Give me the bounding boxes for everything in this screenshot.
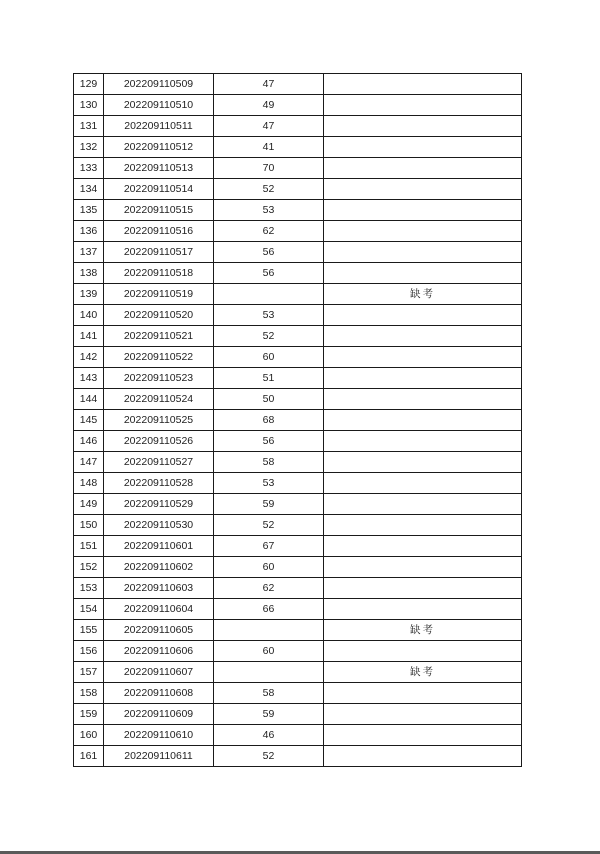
note-cell xyxy=(324,452,522,473)
exam-id-cell: 202209110606 xyxy=(104,641,214,662)
table-row xyxy=(74,620,522,641)
exam-id-cell: 202209110605 xyxy=(104,620,214,641)
score-cell: 62 xyxy=(214,221,324,242)
score-cell: 52 xyxy=(214,746,324,767)
exam-id-cell: 202209110514 xyxy=(104,179,214,200)
score-cell: 60 xyxy=(214,557,324,578)
note-cell xyxy=(324,179,522,200)
table-row xyxy=(74,557,522,578)
exam-id-cell: 202209110527 xyxy=(104,452,214,473)
exam-id-cell: 202209110520 xyxy=(104,305,214,326)
note-cell xyxy=(324,200,522,221)
note-cell xyxy=(324,137,522,158)
exam-id-cell: 202209110525 xyxy=(104,410,214,431)
table-row xyxy=(74,284,522,305)
score-cell: 46 xyxy=(214,725,324,746)
score-cell: 47 xyxy=(214,116,324,137)
table-row xyxy=(74,389,522,410)
row-number-cell: 144 xyxy=(74,389,104,410)
exam-id-cell: 202209110601 xyxy=(104,536,214,557)
score-cell: 66 xyxy=(214,599,324,620)
score-cell xyxy=(214,284,324,305)
note-cell xyxy=(324,578,522,599)
score-cell: 60 xyxy=(214,641,324,662)
note-cell xyxy=(324,683,522,704)
score-cell: 52 xyxy=(214,515,324,536)
row-number-cell: 137 xyxy=(74,242,104,263)
score-cell: 53 xyxy=(214,473,324,494)
score-cell: 58 xyxy=(214,452,324,473)
note-cell xyxy=(324,431,522,452)
row-number-cell: 138 xyxy=(74,263,104,284)
exam-id-cell: 202209110526 xyxy=(104,431,214,452)
note-cell: 缺考 xyxy=(324,620,522,641)
score-cell: 56 xyxy=(214,263,324,284)
exam-id-cell: 202209110515 xyxy=(104,200,214,221)
exam-id-cell: 202209110510 xyxy=(104,95,214,116)
table-row xyxy=(74,74,522,95)
exam-id-cell: 202209110516 xyxy=(104,221,214,242)
exam-id-cell: 202209110513 xyxy=(104,158,214,179)
score-cell: 68 xyxy=(214,410,324,431)
row-number-cell: 158 xyxy=(74,683,104,704)
score-cell: 50 xyxy=(214,389,324,410)
row-number-cell: 142 xyxy=(74,347,104,368)
note-cell xyxy=(324,368,522,389)
exam-id-cell: 202209110511 xyxy=(104,116,214,137)
table-row xyxy=(74,242,522,263)
exam-id-cell: 202209110611 xyxy=(104,746,214,767)
row-number-cell: 149 xyxy=(74,494,104,515)
score-cell: 52 xyxy=(214,326,324,347)
row-number-cell: 133 xyxy=(74,158,104,179)
row-number-cell: 129 xyxy=(74,74,104,95)
note-cell xyxy=(324,746,522,767)
exam-id-cell: 202209110518 xyxy=(104,263,214,284)
row-number-cell: 134 xyxy=(74,179,104,200)
row-number-cell: 131 xyxy=(74,116,104,137)
row-number-cell: 161 xyxy=(74,746,104,767)
row-number-cell: 160 xyxy=(74,725,104,746)
table-body xyxy=(74,74,522,767)
table-row xyxy=(74,473,522,494)
note-cell xyxy=(324,725,522,746)
table-row xyxy=(74,725,522,746)
note-cell xyxy=(324,536,522,557)
note-cell xyxy=(324,116,522,137)
table-row xyxy=(74,683,522,704)
note-cell xyxy=(324,599,522,620)
note-cell xyxy=(324,641,522,662)
exam-id-cell: 202209110517 xyxy=(104,242,214,263)
note-cell xyxy=(324,95,522,116)
exam-id-cell: 202209110610 xyxy=(104,725,214,746)
table-row xyxy=(74,326,522,347)
score-cell: 62 xyxy=(214,578,324,599)
exam-id-cell: 202209110524 xyxy=(104,389,214,410)
note-cell xyxy=(324,557,522,578)
exam-id-cell: 202209110604 xyxy=(104,599,214,620)
table-row xyxy=(74,704,522,725)
table-row xyxy=(74,347,522,368)
exam-id-cell: 202209110603 xyxy=(104,578,214,599)
table-row xyxy=(74,641,522,662)
note-cell: 缺考 xyxy=(324,284,522,305)
table-row xyxy=(74,515,522,536)
exam-id-cell: 202209110602 xyxy=(104,557,214,578)
note-cell xyxy=(324,221,522,242)
row-number-cell: 153 xyxy=(74,578,104,599)
table-row xyxy=(74,116,522,137)
table-row xyxy=(74,599,522,620)
score-cell: 70 xyxy=(214,158,324,179)
row-number-cell: 154 xyxy=(74,599,104,620)
note-cell xyxy=(324,242,522,263)
exam-id-cell: 202209110607 xyxy=(104,662,214,683)
row-number-cell: 155 xyxy=(74,620,104,641)
score-cell: 52 xyxy=(214,179,324,200)
note-cell xyxy=(324,158,522,179)
note-cell xyxy=(324,305,522,326)
exam-id-cell: 202209110509 xyxy=(104,74,214,95)
row-number-cell: 141 xyxy=(74,326,104,347)
exam-id-cell: 202209110530 xyxy=(104,515,214,536)
row-number-cell: 140 xyxy=(74,305,104,326)
exam-id-cell: 202209110523 xyxy=(104,368,214,389)
score-cell: 67 xyxy=(214,536,324,557)
score-cell: 41 xyxy=(214,137,324,158)
exam-id-cell: 202209110512 xyxy=(104,137,214,158)
score-cell: 60 xyxy=(214,347,324,368)
score-cell xyxy=(214,620,324,641)
note-cell xyxy=(324,326,522,347)
table-row xyxy=(74,431,522,452)
row-number-cell: 159 xyxy=(74,704,104,725)
score-cell: 59 xyxy=(214,704,324,725)
note-cell xyxy=(324,494,522,515)
table-row xyxy=(74,95,522,116)
note-cell: 缺考 xyxy=(324,662,522,683)
score-cell xyxy=(214,662,324,683)
note-cell xyxy=(324,410,522,431)
exam-id-cell: 202209110521 xyxy=(104,326,214,347)
table-row xyxy=(74,494,522,515)
row-number-cell: 151 xyxy=(74,536,104,557)
table-row xyxy=(74,662,522,683)
row-number-cell: 157 xyxy=(74,662,104,683)
table-row xyxy=(74,200,522,221)
exam-id-cell: 202209110528 xyxy=(104,473,214,494)
score-cell: 59 xyxy=(214,494,324,515)
exam-id-cell: 202209110529 xyxy=(104,494,214,515)
score-table xyxy=(73,73,522,767)
table-row xyxy=(74,221,522,242)
row-number-cell: 143 xyxy=(74,368,104,389)
table-row xyxy=(74,410,522,431)
exam-id-cell: 202209110608 xyxy=(104,683,214,704)
table-row xyxy=(74,179,522,200)
note-cell xyxy=(324,515,522,536)
table-row xyxy=(74,368,522,389)
table-row xyxy=(74,536,522,557)
row-number-cell: 135 xyxy=(74,200,104,221)
score-cell: 58 xyxy=(214,683,324,704)
row-number-cell: 136 xyxy=(74,221,104,242)
score-cell: 47 xyxy=(214,74,324,95)
row-number-cell: 156 xyxy=(74,641,104,662)
score-cell: 49 xyxy=(214,95,324,116)
row-number-cell: 147 xyxy=(74,452,104,473)
row-number-cell: 148 xyxy=(74,473,104,494)
table-row xyxy=(74,263,522,284)
table-row xyxy=(74,137,522,158)
table-row xyxy=(74,305,522,326)
exam-id-cell: 202209110609 xyxy=(104,704,214,725)
row-number-cell: 150 xyxy=(74,515,104,536)
table-row xyxy=(74,578,522,599)
table-row xyxy=(74,746,522,767)
score-cell: 53 xyxy=(214,200,324,221)
exam-id-cell: 202209110519 xyxy=(104,284,214,305)
note-cell xyxy=(324,263,522,284)
row-number-cell: 145 xyxy=(74,410,104,431)
exam-id-cell: 202209110522 xyxy=(104,347,214,368)
table-row xyxy=(74,158,522,179)
note-cell xyxy=(324,347,522,368)
row-number-cell: 146 xyxy=(74,431,104,452)
note-cell xyxy=(324,473,522,494)
row-number-cell: 152 xyxy=(74,557,104,578)
score-cell: 56 xyxy=(214,242,324,263)
table-row xyxy=(74,452,522,473)
row-number-cell: 130 xyxy=(74,95,104,116)
row-number-cell: 139 xyxy=(74,284,104,305)
score-cell: 51 xyxy=(214,368,324,389)
score-cell: 53 xyxy=(214,305,324,326)
note-cell xyxy=(324,389,522,410)
score-cell: 56 xyxy=(214,431,324,452)
note-cell xyxy=(324,74,522,95)
row-number-cell: 132 xyxy=(74,137,104,158)
note-cell xyxy=(324,704,522,725)
